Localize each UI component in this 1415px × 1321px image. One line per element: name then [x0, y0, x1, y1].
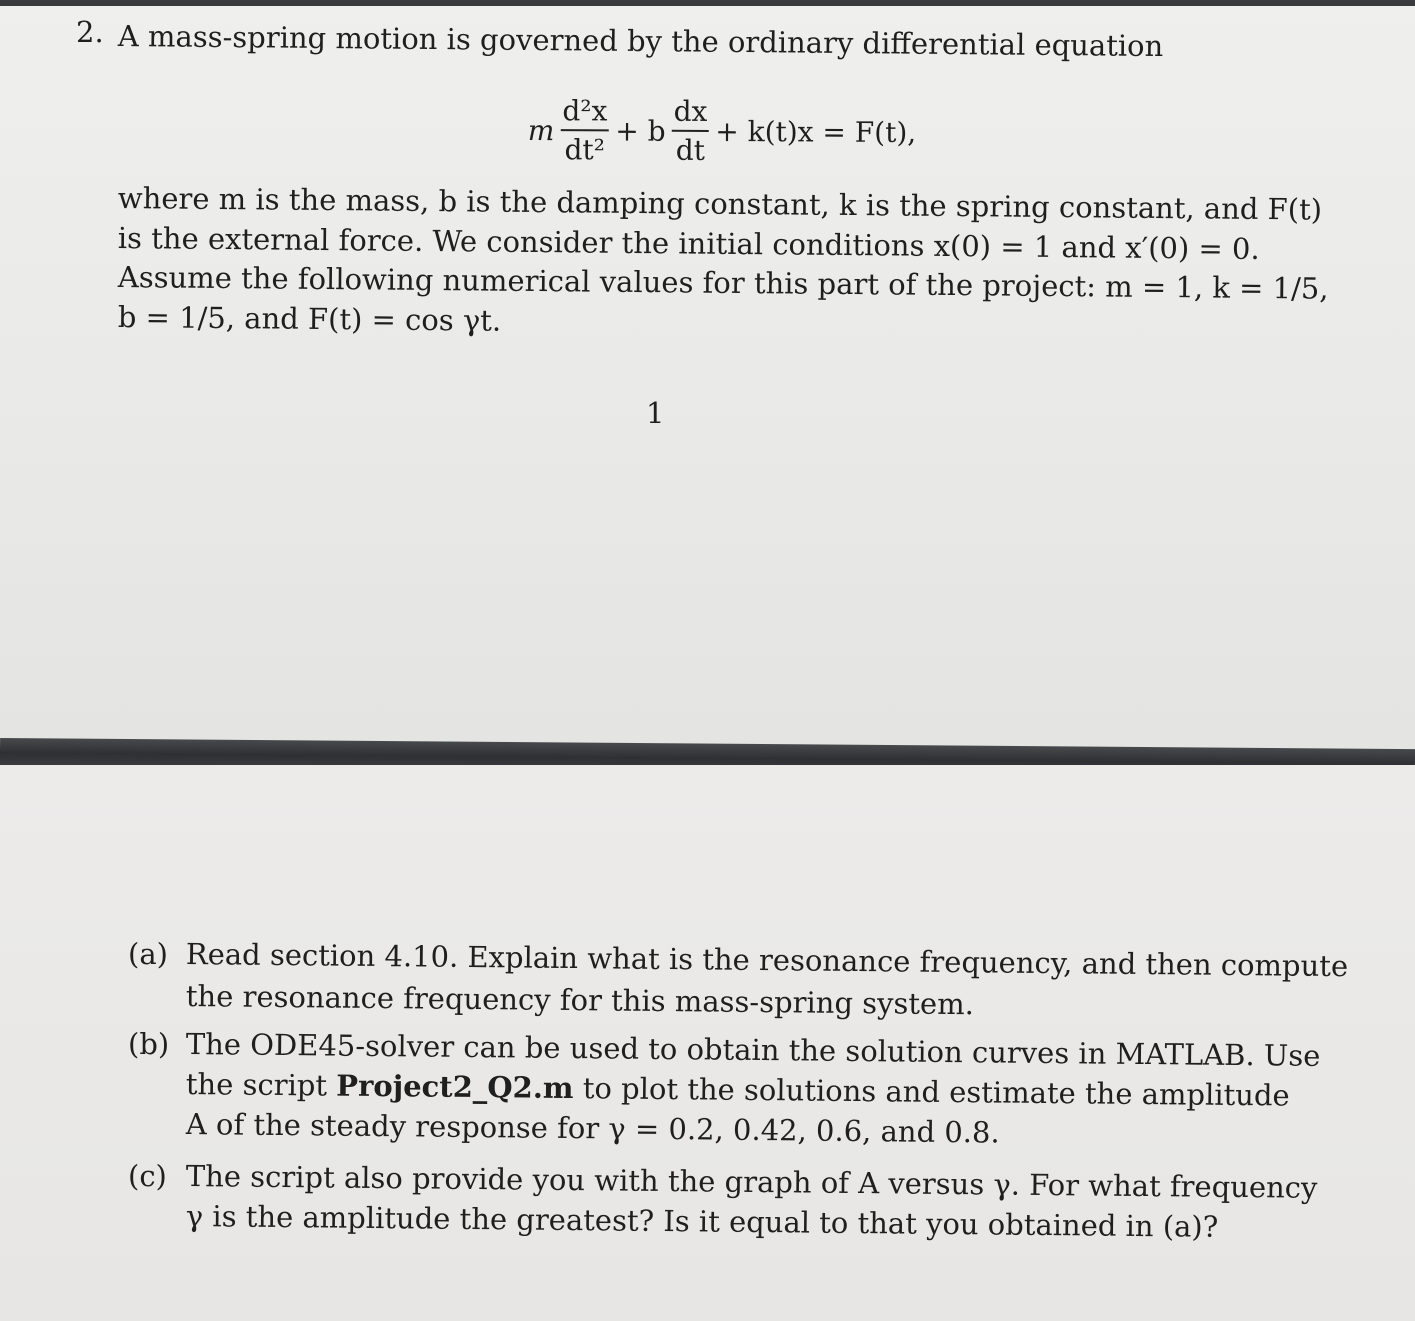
eq-frac2-den: dt	[672, 130, 709, 167]
part-b-line-3: A of the steady response for γ = 0.2, 0.42, 0.6, and 0.8.	[185, 1107, 1000, 1150]
part-c-line-2: γ is the amplitude the greatest? Is it equal to that you obtained in (a)?	[185, 1199, 1219, 1244]
part-b-line-1: The ODE45-solver can be used to obtain the solution curves in MATLAB. Use	[185, 1027, 1321, 1073]
eq-frac2-num: dx	[673, 94, 708, 128]
page-number: 1	[646, 396, 665, 430]
eq-damping-term: + b	[615, 113, 666, 148]
problem-number: 2.	[76, 15, 104, 49]
differential-equation	[526, 85, 946, 177]
part-b-label: (b)	[128, 1027, 170, 1061]
part-a-label: (a)	[128, 937, 168, 971]
eq-mass: m	[527, 113, 555, 147]
eq-frac1-den: dt²	[560, 129, 609, 166]
eq-second-derivative	[558, 94, 611, 166]
problem-line-2: is the external force. We consider the initial conditions x(0) = 1 and x′(0) = 0.	[117, 221, 1260, 266]
part-c-line-1: The script also provide you with the graph of A versus γ. For what frequency	[185, 1159, 1318, 1205]
part-a-line-1: Read section 4.10. Explain what is the resonance frequency, and then compute	[185, 937, 1349, 984]
eq-rest: + k(t)x = F(t),	[715, 114, 917, 149]
problem-line-4: b = 1/5, and F(t) = cos γt.	[117, 300, 502, 338]
part-a-line-2: the resonance frequency for this mass-spring system.	[185, 979, 975, 1022]
top-edge	[0, 0, 1415, 6]
part-b-line-2-pre: the script	[185, 1067, 337, 1103]
eq-first-derivative	[669, 95, 711, 167]
problem-line-1: where m is the mass, b is the damping constant, k is the spring constant, and F(t)	[117, 181, 1323, 227]
problem-intro: A mass-spring motion is governed by the ordinary differential equation	[117, 19, 1164, 64]
problem-line-3: Assume the following numerical values for this part of the project: m = 1, k = 1/5,	[117, 260, 1329, 306]
part-b-line-2-post: to plot the solutions and estimate the amplitude	[573, 1071, 1290, 1113]
script-filename: Project2_Q2.m	[336, 1068, 574, 1106]
eq-frac1-num: d²x	[562, 94, 608, 128]
part-c-label: (c)	[128, 1159, 167, 1193]
